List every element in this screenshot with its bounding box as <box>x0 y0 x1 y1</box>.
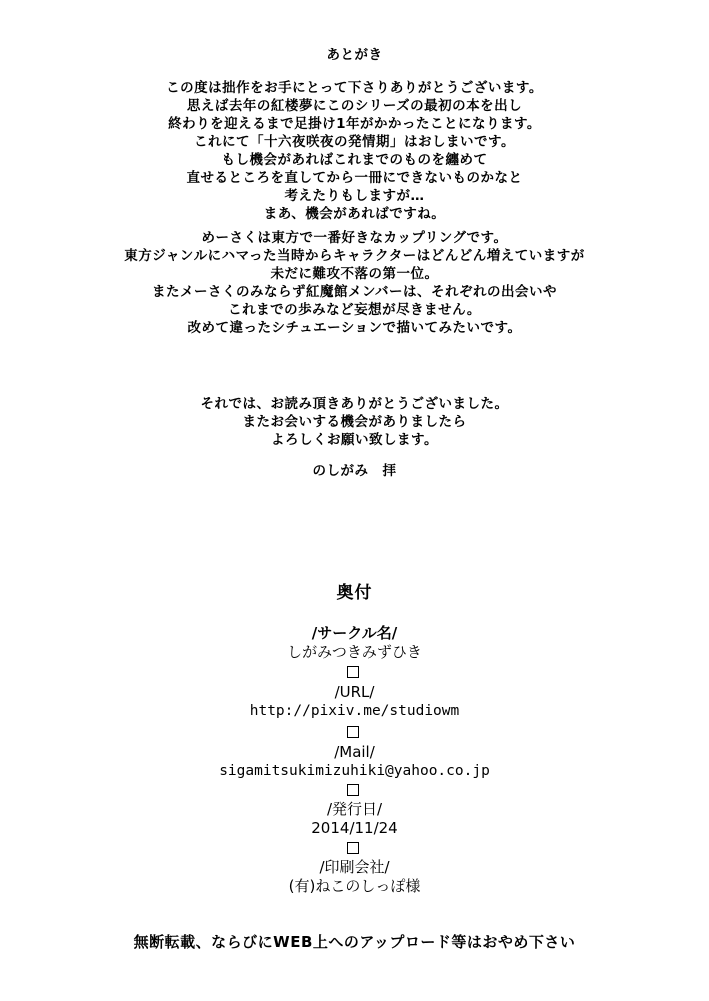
afterword-p1-line-5: もし機会があればこれまでのものを纏めて <box>221 152 488 168</box>
separator-box-3 <box>347 784 359 796</box>
printer-value: (有)ねこのしっぽ様 <box>288 877 421 895</box>
afterword-p2-line-5: これまでの歩みなど妄想が尽きません。 <box>228 302 481 318</box>
afterword-title: あとがき <box>326 47 383 63</box>
url-value: http://pixiv.me/studiowm <box>249 703 460 719</box>
circle-value: しがみつきみずひき <box>287 643 422 661</box>
afterword-p3-line-3: よろしくお願い致します。 <box>271 432 438 448</box>
afterword-p2-line-4: またメーさくのみならず紅魔館メンバーは、それぞれの出会いや <box>151 284 558 300</box>
afterword-p1-line-4: これにて「十六夜咲夜の発情期」はおしまいです。 <box>194 134 515 150</box>
afterword-p1-line-6: 直せるところを直してから一冊にできないものかなと <box>186 170 523 186</box>
separator-box-2 <box>347 726 359 738</box>
mail-value: sigamitsukimizuhiki@yahoo.co.jp <box>219 763 490 779</box>
circle-label: /サークル名/ <box>311 624 398 642</box>
reprint-notice: 無断転載、ならびにWEB上へのアップロード等はおやめ下さい <box>133 933 576 951</box>
afterword-p3-line-2: またお会いする機会がありましたら <box>242 414 467 430</box>
printer-label: /印刷会社/ <box>319 858 390 876</box>
afterword-p2-line-1: めーさくは東方で一番好きなカップリングです。 <box>201 230 508 246</box>
afterword-p2-line-6: 改めて違ったシチュエーションで描いてみたいです。 <box>187 320 522 336</box>
afterword-p1-line-3: 終わりを迎えるまで足掛け1年がかかったことになります。 <box>168 116 541 132</box>
date-label: /発行日/ <box>326 800 383 818</box>
separator-box-1 <box>347 666 359 678</box>
afterword-p2-line-3: 未だに難攻不落の第一位。 <box>270 266 439 282</box>
afterword-p1-line-7: 考えたりもしますが… <box>284 188 425 204</box>
url-label: /URL/ <box>334 683 375 701</box>
afterword-p3-line-1: それでは、お読み頂きありがとうございました。 <box>200 396 509 412</box>
mail-label: /Mail/ <box>334 743 375 761</box>
afterword-signature: のしがみ 拝 <box>312 463 397 479</box>
afterword-p1-line-1: この度は拙作をお手にとって下さりありがとうございます。 <box>166 80 543 96</box>
afterword-p1-line-8: まあ、機会があればですね。 <box>263 206 446 222</box>
separator-box-4 <box>347 842 359 854</box>
afterword-p1-line-2: 思えば去年の紅楼夢にこのシリーズの最初の本を出し <box>186 98 523 114</box>
colophon-title: 奥付 <box>336 583 373 603</box>
date-value: 2014/11/24 <box>311 819 398 837</box>
afterword-p2-line-2: 東方ジャンルにハマった当時からキャラクターはどんどん増えていますが <box>124 248 585 264</box>
